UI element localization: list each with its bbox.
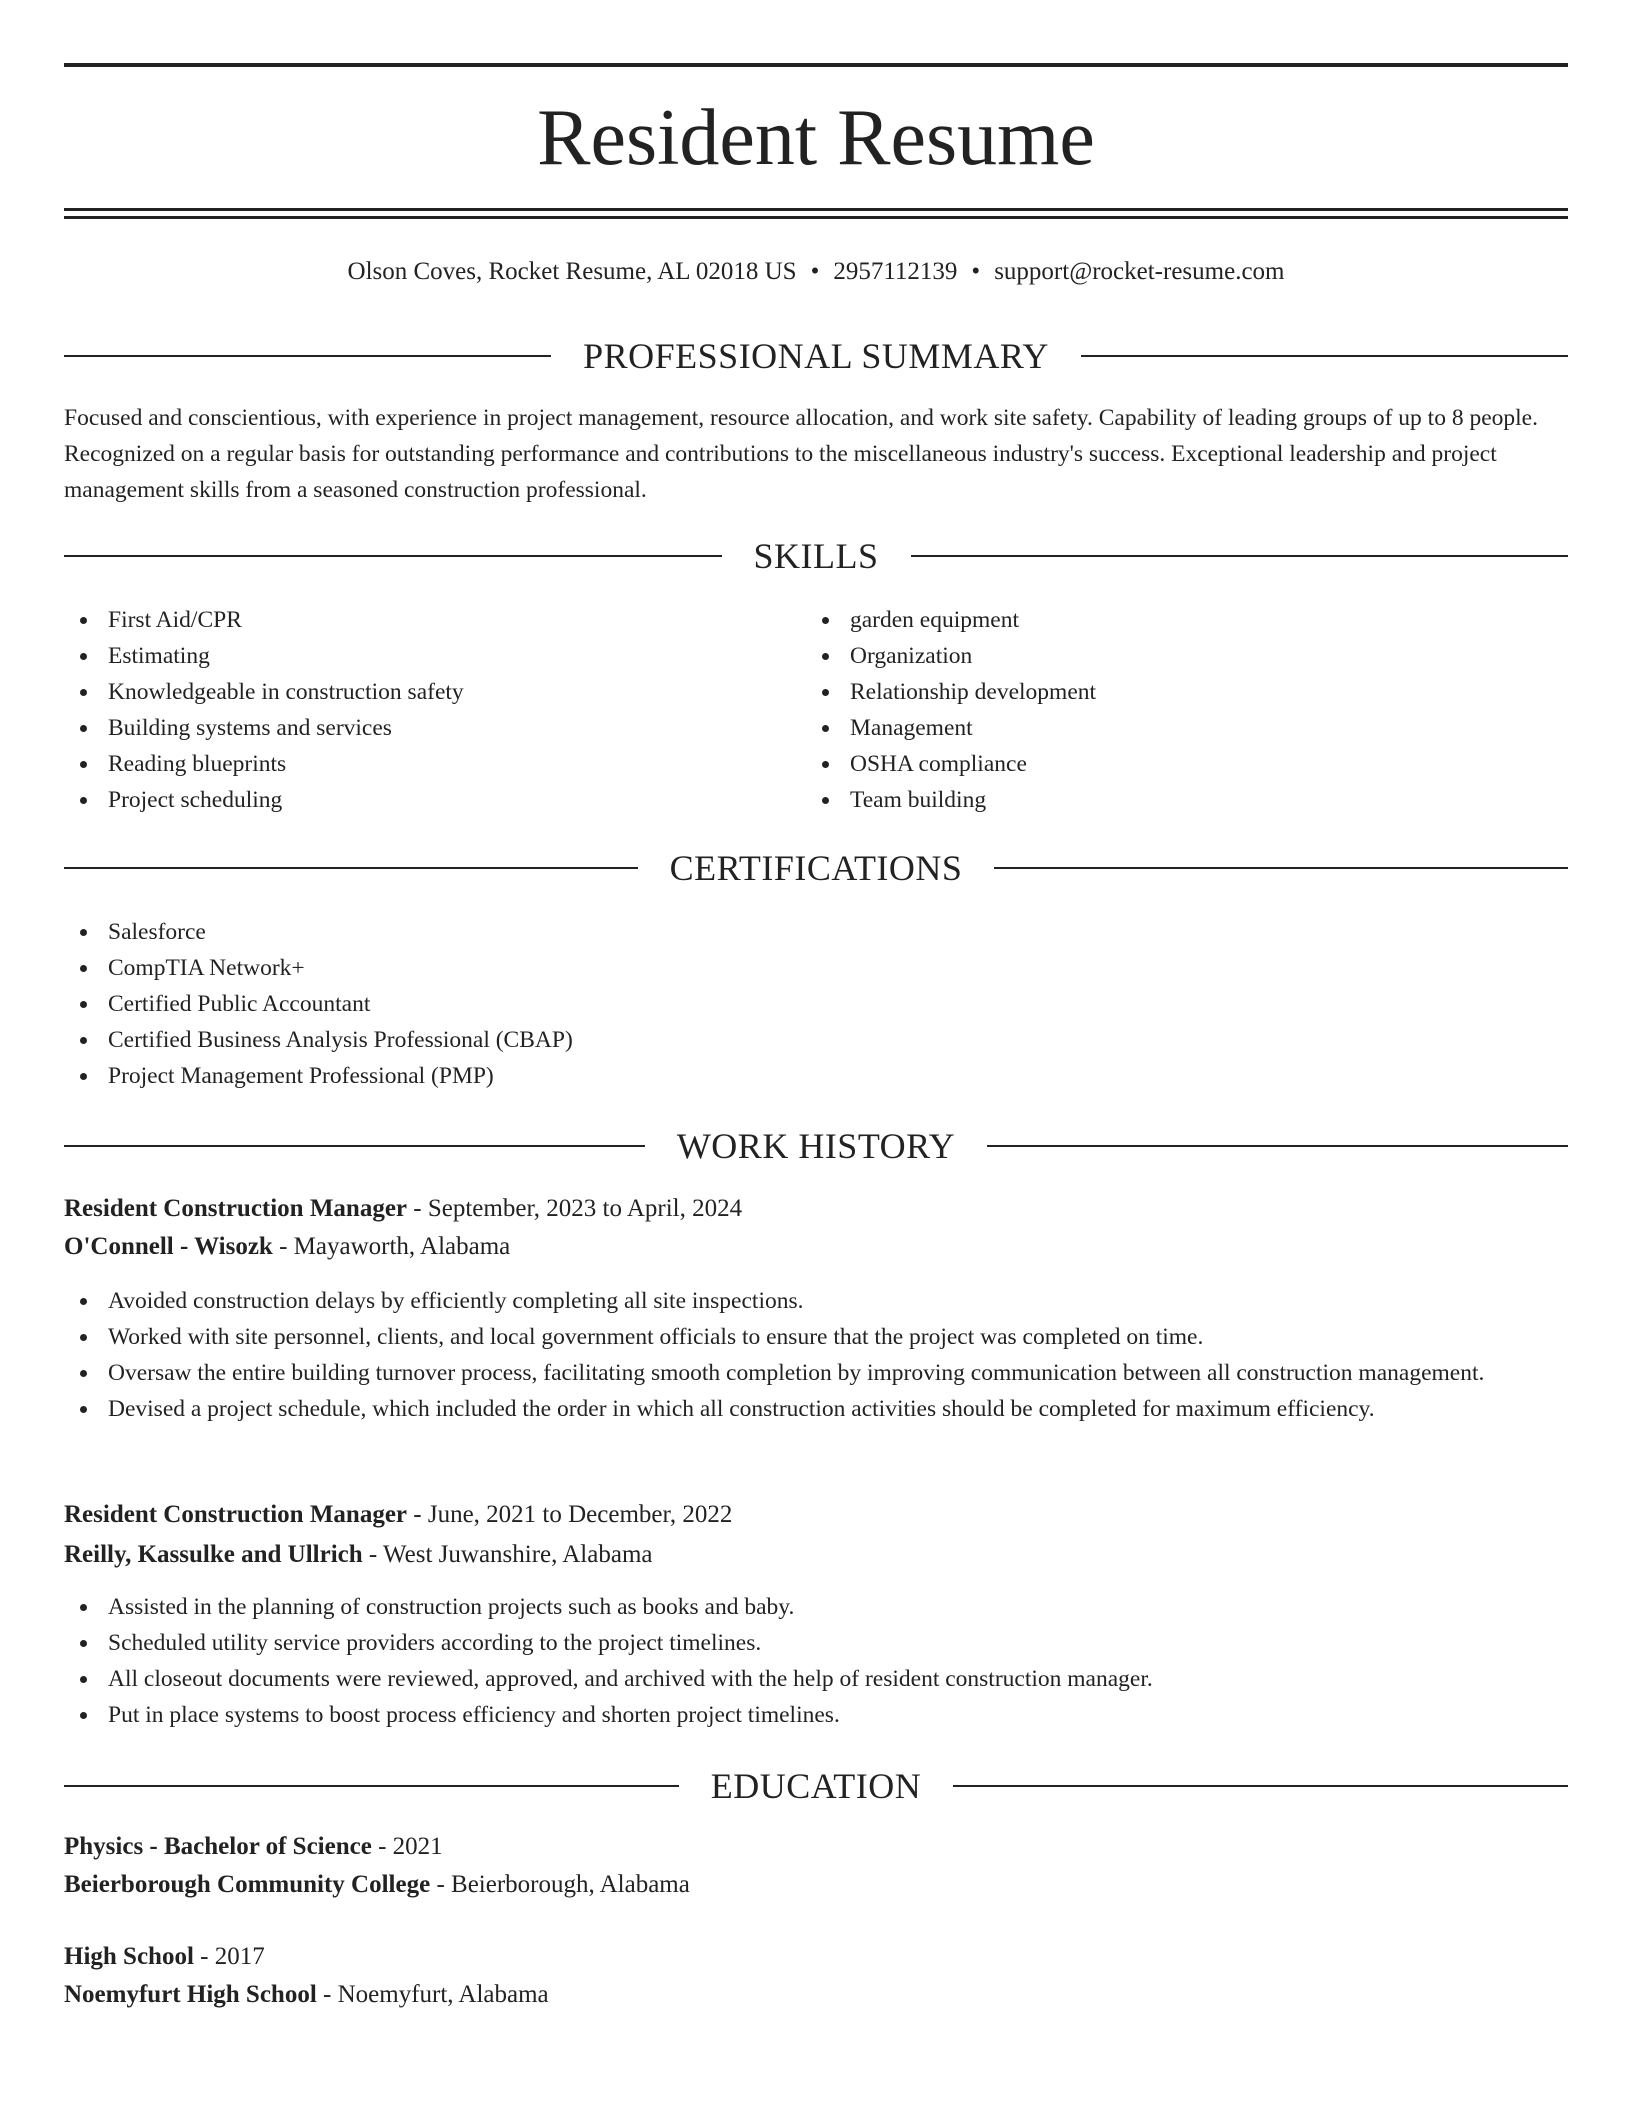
education-location: - Beierborough, Alabama — [430, 1871, 690, 1898]
title-rule-lower — [64, 216, 1568, 219]
section-title: CERTIFICATIONS — [669, 848, 963, 888]
section-rule — [64, 1145, 645, 1147]
education-school-line — [64, 1976, 1568, 2014]
section-title: WORK HISTORY — [676, 1126, 956, 1166]
job-duty: Avoided construction delays by efficiently completing all site inspections. — [64, 1283, 1524, 1319]
top-rule — [64, 63, 1568, 67]
skill-item: OSHA compliance — [806, 746, 1546, 782]
resume-title: Resident Resume — [537, 94, 1095, 182]
education-school: Beierborough Community College — [64, 1871, 431, 1898]
education-degree-line — [64, 1938, 1568, 1976]
section-rule — [1081, 355, 1568, 357]
section-header-skills — [64, 534, 1568, 578]
section-rule — [64, 555, 722, 557]
job-location: - Mayaworth, Alabama — [272, 1233, 511, 1260]
contact-separator: • — [971, 258, 981, 285]
job-location: - West Juwanshire, Alabama — [362, 1541, 653, 1568]
skill-item: Estimating — [64, 638, 804, 674]
certification-item: Project Management Professional (PMP) — [64, 1058, 1568, 1094]
section-rule — [64, 867, 638, 869]
skill-item: Building systems and services — [64, 710, 804, 746]
section-rule — [953, 1785, 1568, 1787]
skill-item: Reading blueprints — [64, 746, 804, 782]
job-company-line — [64, 1228, 1568, 1266]
section-rule — [987, 1145, 1568, 1147]
contact-line — [64, 254, 1568, 290]
section-rule — [64, 355, 551, 357]
education-degree: Physics - Bachelor of Science — [64, 1833, 372, 1860]
education-location: - Noemyfurt, Alabama — [316, 1981, 549, 2008]
job-title-line — [64, 1190, 1568, 1228]
certification-item: Certified Public Accountant — [64, 986, 1568, 1022]
job-company-line — [64, 1536, 1568, 1574]
contact-phone: 2957112139 — [833, 258, 958, 285]
job-company: Reilly, Kassulke and Ullrich — [64, 1541, 363, 1568]
job-duty: Assisted in the planning of construction projects such as books and baby. — [64, 1589, 1524, 1625]
skill-item: Project scheduling — [64, 782, 804, 818]
job-company: O'Connell - Wisozk — [64, 1233, 273, 1260]
certification-item: Salesforce — [64, 914, 1568, 950]
skills-list-right — [806, 602, 1546, 818]
certifications-list — [64, 914, 1568, 1094]
skill-item: Organization — [806, 638, 1546, 674]
job-duties-list — [64, 1589, 1524, 1733]
education-school-line — [64, 1866, 1568, 1904]
education-degree: High School — [64, 1943, 194, 1970]
job-duty: Scheduled utility service providers according to the project timelines. — [64, 1625, 1524, 1661]
skill-item: Knowledgeable in construction safety — [64, 674, 804, 710]
job-duty: Oversaw the entire building turnover process, facilitating smooth completion by improving communication between all construction management. — [64, 1355, 1524, 1391]
job-dates: - June, 2021 to December, 2022 — [407, 1501, 733, 1528]
education-degree-line — [64, 1828, 1568, 1866]
section-title: EDUCATION — [710, 1766, 922, 1806]
job-duties-list — [64, 1283, 1524, 1427]
section-rule — [994, 867, 1568, 869]
section-header-work-history — [64, 1124, 1568, 1168]
section-header-certifications — [64, 846, 1568, 890]
job-duty: All closeout documents were reviewed, approved, and archived with the help of resident construction manager. — [64, 1661, 1524, 1697]
education-school: Noemyfurt High School — [64, 1981, 317, 2008]
job-title-line — [64, 1496, 1568, 1534]
contact-email: support@rocket-resume.com — [994, 258, 1285, 285]
job-title: Resident Construction Manager — [64, 1501, 408, 1528]
job-duty: Devised a project schedule, which included the order in which all construction activities should be completed for maximum efficiency. — [64, 1391, 1524, 1427]
job-duty: Worked with site personnel, clients, and local government officials to ensure that the project was completed on time. — [64, 1319, 1524, 1355]
contact-separator: • — [810, 258, 820, 285]
education-year: - 2017 — [193, 1943, 265, 1970]
skill-item: Relationship development — [806, 674, 1546, 710]
section-rule — [64, 1785, 679, 1787]
skill-item: Team building — [806, 782, 1546, 818]
certification-item: Certified Business Analysis Professional (CBAP) — [64, 1022, 1568, 1058]
job-dates: - September, 2023 to April, 2024 — [407, 1195, 743, 1222]
section-header-summary — [64, 334, 1568, 378]
skill-item: Management — [806, 710, 1546, 746]
section-header-education — [64, 1764, 1568, 1808]
section-title: PROFESSIONAL SUMMARY — [583, 336, 1049, 376]
job-title: Resident Construction Manager — [64, 1195, 408, 1222]
job-duty: Put in place systems to boost process efficiency and shorten project timelines. — [64, 1697, 1524, 1733]
summary-text: Focused and conscientious, with experience in project management, resource allocation, and work site safety. Capability of leading groups of up to 8 people. Recognized on a regular basis for outstanding performance and contributions to the miscellaneous industry's success. Exceptional leadership and project management skills from a seasoned construction professional. — [64, 405, 1538, 503]
skill-item: garden equipment — [806, 602, 1546, 638]
contact-address: Olson Coves, Rocket Resume, AL 02018 US — [347, 258, 797, 285]
certification-item: CompTIA Network+ — [64, 950, 1568, 986]
section-rule — [911, 555, 1569, 557]
skills-list-left — [64, 602, 804, 818]
education-year: - 2021 — [371, 1833, 443, 1860]
section-title: SKILLS — [753, 536, 879, 576]
title-rule-upper — [64, 208, 1568, 211]
skill-item: First Aid/CPR — [64, 602, 804, 638]
